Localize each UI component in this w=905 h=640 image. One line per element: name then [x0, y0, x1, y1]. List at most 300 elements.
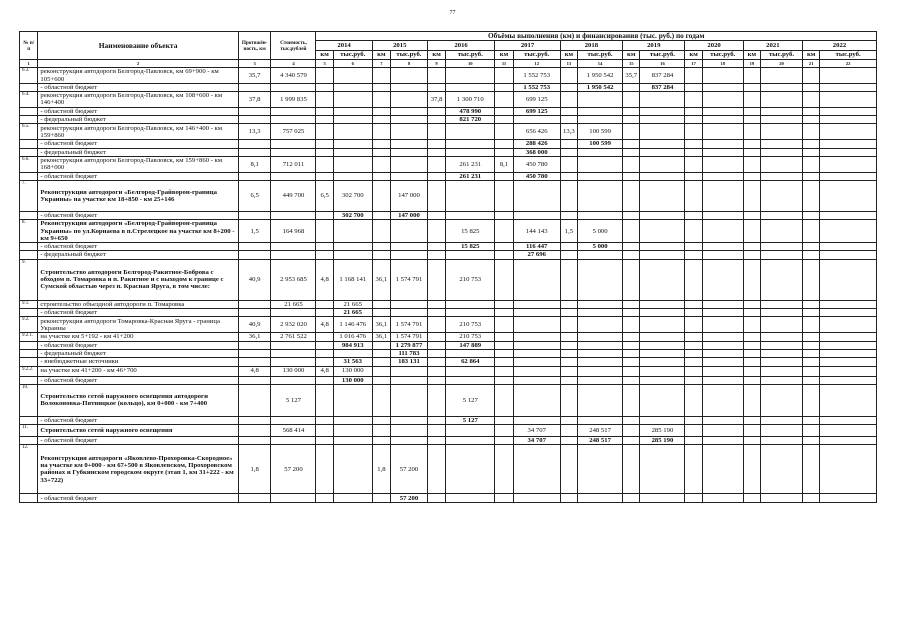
- money-cell: [702, 317, 743, 333]
- km-cell: [495, 172, 513, 180]
- money-cell: [513, 180, 560, 211]
- column-number: 12: [513, 60, 560, 68]
- km-cell: [372, 416, 390, 424]
- money-cell: [578, 259, 623, 300]
- money-cell: [761, 68, 803, 84]
- money-cell: 5 127: [446, 416, 495, 424]
- cost-cell: 57 200: [271, 445, 316, 494]
- km-cell: [427, 172, 445, 180]
- km-cell: [560, 107, 577, 115]
- object-name: - областной бюджет: [38, 140, 238, 148]
- object-name: реконструкция автодороги Белгород-Павловск, км 159+860 - км 168+000: [38, 156, 238, 172]
- column-number: 6: [333, 60, 372, 68]
- km-cell: [802, 376, 819, 384]
- money-cell: [761, 251, 803, 259]
- money-cell: [640, 116, 685, 124]
- money-cell: [333, 251, 372, 259]
- cost-cell: [271, 148, 316, 156]
- km-cell: [802, 309, 819, 317]
- km-cell: [685, 349, 702, 357]
- row-id: [20, 116, 38, 124]
- money-cell: [820, 416, 877, 424]
- km-cell: [495, 494, 513, 503]
- km-cell: [623, 172, 640, 180]
- length-cell: 4,8: [238, 366, 271, 376]
- money-cell: 31 563: [333, 358, 372, 366]
- money-cell: [820, 220, 877, 243]
- money-cell: [761, 220, 803, 243]
- money-cell: [333, 349, 372, 357]
- km-cell: [685, 384, 702, 416]
- table-row: [20, 243, 877, 251]
- header-unit-money: тыс.руб.: [391, 51, 428, 60]
- money-cell: 1 552 753: [513, 83, 560, 91]
- km-cell: [316, 83, 333, 91]
- km-cell: [495, 92, 513, 108]
- money-cell: [702, 180, 743, 211]
- money-cell: [761, 494, 803, 503]
- money-cell: [513, 116, 560, 124]
- km-cell: [316, 437, 333, 445]
- money-cell: [640, 220, 685, 243]
- money-cell: [578, 107, 623, 115]
- km-cell: [372, 300, 390, 308]
- km-cell: [743, 341, 760, 349]
- km-cell: [560, 116, 577, 124]
- money-cell: [640, 384, 685, 416]
- object-name: Строительство сетей наружного освещения автодороги Волоконовка-Пятницкое (кольцо), км 0+000 - км 7+400: [38, 384, 238, 416]
- km-cell: [743, 116, 760, 124]
- money-cell: [820, 425, 877, 437]
- money-cell: [761, 376, 803, 384]
- km-cell: [685, 376, 702, 384]
- money-cell: [333, 148, 372, 156]
- row-id: [20, 349, 38, 357]
- cost-cell: [271, 416, 316, 424]
- money-cell: [820, 243, 877, 251]
- km-cell: [623, 83, 640, 91]
- column-number: 14: [578, 60, 623, 68]
- km-cell: [560, 317, 577, 333]
- length-cell: [238, 83, 271, 91]
- money-cell: [513, 333, 560, 341]
- km-cell: [743, 140, 760, 148]
- km-cell: [802, 333, 819, 341]
- money-cell: [820, 358, 877, 366]
- table-row: [20, 416, 877, 424]
- table-row: [20, 376, 877, 384]
- km-cell: [427, 259, 445, 300]
- cost-cell: 449 700: [271, 180, 316, 211]
- cost-cell: 5 127: [271, 384, 316, 416]
- length-cell: [238, 107, 271, 115]
- header-year: 2014: [316, 41, 372, 51]
- money-cell: 34 707: [513, 437, 560, 445]
- table-row: [20, 425, 877, 437]
- cost-cell: 757 025: [271, 124, 316, 140]
- table-row: [20, 107, 877, 115]
- money-cell: 144 143: [513, 220, 560, 243]
- length-cell: [238, 416, 271, 424]
- money-cell: [702, 425, 743, 437]
- money-cell: [333, 92, 372, 108]
- km-cell: [560, 416, 577, 424]
- money-cell: [702, 341, 743, 349]
- money-cell: [702, 220, 743, 243]
- km-cell: [623, 437, 640, 445]
- money-cell: [640, 107, 685, 115]
- money-cell: [761, 445, 803, 494]
- header-no: № п/п: [20, 32, 38, 60]
- money-cell: [761, 243, 803, 251]
- km-cell: [623, 243, 640, 251]
- km-cell: [743, 317, 760, 333]
- money-cell: [761, 124, 803, 140]
- km-cell: [623, 358, 640, 366]
- money-cell: 837 284: [640, 68, 685, 84]
- money-cell: [761, 148, 803, 156]
- money-cell: [578, 416, 623, 424]
- km-cell: [743, 68, 760, 84]
- header-unit-money: тыс.руб.: [333, 51, 372, 60]
- row-id: 10.: [20, 384, 38, 416]
- column-number: 7: [372, 60, 390, 68]
- money-cell: 248 517: [578, 425, 623, 437]
- km-cell: [495, 251, 513, 259]
- money-cell: [640, 180, 685, 211]
- money-cell: [702, 83, 743, 91]
- km-cell: [802, 140, 819, 148]
- km-cell: [623, 92, 640, 108]
- km-cell: [802, 416, 819, 424]
- money-cell: 21 665: [333, 309, 372, 317]
- km-cell: [427, 358, 445, 366]
- money-cell: [640, 251, 685, 259]
- money-cell: [640, 349, 685, 357]
- object-name: реконструкция автодороги Белгород-Павловск, км 108+600 - км 146+400: [38, 92, 238, 108]
- money-cell: [578, 156, 623, 172]
- km-cell: [427, 220, 445, 243]
- money-cell: [446, 251, 495, 259]
- km-cell: [372, 156, 390, 172]
- row-id: 8.: [20, 220, 38, 243]
- km-cell: [372, 180, 390, 211]
- length-cell: [238, 251, 271, 259]
- cost-cell: 21 665: [271, 300, 316, 308]
- money-cell: [640, 445, 685, 494]
- km-cell: [685, 83, 702, 91]
- page-number: 77: [449, 10, 456, 16]
- money-cell: 656 426: [513, 124, 560, 140]
- cost-cell: [271, 116, 316, 124]
- header-year: 2017: [495, 41, 560, 51]
- money-cell: [513, 416, 560, 424]
- object-name: на участке км 5+192 - км 41+200: [38, 333, 238, 341]
- row-id: [20, 376, 38, 384]
- km-cell: [560, 349, 577, 357]
- km-cell: [495, 300, 513, 308]
- km-cell: [743, 300, 760, 308]
- km-cell: [560, 140, 577, 148]
- km-cell: [802, 425, 819, 437]
- km-cell: [802, 211, 819, 219]
- km-cell: [316, 445, 333, 494]
- km-cell: [685, 425, 702, 437]
- km-cell: [802, 384, 819, 416]
- money-cell: 183 131: [391, 358, 428, 366]
- money-cell: 450 780: [513, 156, 560, 172]
- row-id: 6.5.: [20, 124, 38, 140]
- column-number: 13: [560, 60, 577, 68]
- money-cell: [702, 259, 743, 300]
- money-cell: [640, 259, 685, 300]
- column-number: 3: [238, 60, 271, 68]
- km-cell: [623, 309, 640, 317]
- km-cell: [427, 107, 445, 115]
- km-cell: [802, 180, 819, 211]
- header-unit-km: км: [560, 51, 577, 60]
- km-cell: [495, 358, 513, 366]
- money-cell: [578, 384, 623, 416]
- money-cell: 1 300 710: [446, 92, 495, 108]
- km-cell: [372, 437, 390, 445]
- km-cell: [685, 317, 702, 333]
- length-cell: 35,7: [238, 68, 271, 84]
- table-row: [20, 116, 877, 124]
- money-cell: [578, 180, 623, 211]
- length-cell: [238, 116, 271, 124]
- money-cell: 147 000: [391, 180, 428, 211]
- column-number: 11: [495, 60, 513, 68]
- km-cell: [802, 259, 819, 300]
- money-cell: 100 599: [578, 140, 623, 148]
- money-cell: [820, 366, 877, 376]
- row-id: 6.6.: [20, 156, 38, 172]
- km-cell: [495, 425, 513, 437]
- km-cell: [316, 107, 333, 115]
- row-id: [20, 494, 38, 503]
- header-unit-money: тыс.руб.: [820, 51, 877, 60]
- money-cell: [702, 494, 743, 503]
- money-cell: [761, 180, 803, 211]
- cost-cell: 2 953 685: [271, 259, 316, 300]
- money-cell: [513, 349, 560, 357]
- money-cell: [513, 211, 560, 219]
- length-cell: [238, 425, 271, 437]
- km-cell: [623, 333, 640, 341]
- money-cell: 699 125: [513, 92, 560, 108]
- km-cell: 36,1: [372, 317, 390, 333]
- row-id: 9.: [20, 259, 38, 300]
- money-cell: [640, 494, 685, 503]
- money-cell: 302 700: [333, 211, 372, 219]
- money-cell: [702, 243, 743, 251]
- table-row: [20, 494, 877, 503]
- table-row: [20, 180, 877, 211]
- km-cell: [316, 148, 333, 156]
- km-cell: [623, 156, 640, 172]
- row-id: [20, 437, 38, 445]
- row-id: [20, 107, 38, 115]
- money-cell: 5 127: [446, 384, 495, 416]
- money-cell: [333, 172, 372, 180]
- km-cell: [495, 83, 513, 91]
- cost-cell: [271, 140, 316, 148]
- km-cell: [560, 211, 577, 219]
- km-cell: [560, 243, 577, 251]
- header-year: 2018: [560, 41, 622, 51]
- money-cell: 34 707: [513, 425, 560, 437]
- money-cell: 130 000: [333, 366, 372, 376]
- length-cell: 6,5: [238, 180, 271, 211]
- money-cell: [578, 349, 623, 357]
- header-length: Протяжён-ность, км: [238, 32, 271, 60]
- km-cell: [372, 251, 390, 259]
- km-cell: 4,8: [316, 259, 333, 300]
- km-cell: [427, 317, 445, 333]
- money-cell: [333, 124, 372, 140]
- money-cell: 57 200: [391, 445, 428, 494]
- money-cell: 147 000: [391, 211, 428, 219]
- money-cell: [702, 92, 743, 108]
- table-row: [20, 156, 877, 172]
- km-cell: [316, 333, 333, 341]
- cost-cell: 2 761 522: [271, 333, 316, 341]
- km-cell: [802, 437, 819, 445]
- km-cell: [495, 107, 513, 115]
- km-cell: [802, 366, 819, 376]
- object-name: - областной бюджет: [38, 172, 238, 180]
- money-cell: [640, 172, 685, 180]
- row-id: [20, 358, 38, 366]
- km-cell: [560, 309, 577, 317]
- money-cell: [578, 445, 623, 494]
- money-cell: 147 889: [446, 341, 495, 349]
- km-cell: [495, 148, 513, 156]
- km-cell: [743, 211, 760, 219]
- money-cell: [640, 148, 685, 156]
- money-cell: [391, 83, 428, 91]
- object-name: - федеральный бюджет: [38, 251, 238, 259]
- row-id: [20, 251, 38, 259]
- km-cell: [316, 92, 333, 108]
- km-cell: [743, 425, 760, 437]
- km-cell: [685, 309, 702, 317]
- object-name: - областной бюджет: [38, 211, 238, 219]
- cost-cell: 164 968: [271, 220, 316, 243]
- length-cell: [238, 140, 271, 148]
- km-cell: [802, 107, 819, 115]
- length-cell: [238, 172, 271, 180]
- km-cell: [623, 251, 640, 259]
- money-cell: 111 783: [391, 349, 428, 357]
- km-cell: [427, 300, 445, 308]
- money-cell: [702, 148, 743, 156]
- header-unit-money: тыс.руб.: [578, 51, 623, 60]
- money-cell: [513, 317, 560, 333]
- length-cell: [238, 341, 271, 349]
- km-cell: [743, 494, 760, 503]
- km-cell: [560, 437, 577, 445]
- length-cell: [238, 309, 271, 317]
- header-cost: Стоимость, тыс.рублей: [271, 32, 316, 60]
- km-cell: [372, 309, 390, 317]
- km-cell: [802, 116, 819, 124]
- km-cell: [685, 366, 702, 376]
- header-unit-money: тыс.руб.: [446, 51, 495, 60]
- money-cell: [391, 425, 428, 437]
- row-id: 7.: [20, 180, 38, 211]
- km-cell: [623, 349, 640, 357]
- table-row: [20, 251, 877, 259]
- money-cell: 261 231: [446, 156, 495, 172]
- km-cell: [427, 437, 445, 445]
- money-cell: [820, 259, 877, 300]
- money-cell: [446, 211, 495, 219]
- km-cell: [802, 494, 819, 503]
- money-cell: 100 599: [578, 124, 623, 140]
- km-cell: [743, 243, 760, 251]
- row-id: 6.3.: [20, 68, 38, 84]
- header-unit-km: км: [685, 51, 702, 60]
- money-cell: 5 000: [578, 220, 623, 243]
- km-cell: [427, 384, 445, 416]
- money-cell: [578, 116, 623, 124]
- km-cell: [802, 92, 819, 108]
- money-cell: [640, 124, 685, 140]
- km-cell: [685, 220, 702, 243]
- km-cell: [427, 341, 445, 349]
- km-cell: [372, 124, 390, 140]
- km-cell: [372, 425, 390, 437]
- money-cell: [702, 416, 743, 424]
- km-cell: [560, 341, 577, 349]
- money-cell: [640, 156, 685, 172]
- km-cell: [372, 349, 390, 357]
- money-cell: 5 000: [578, 243, 623, 251]
- object-name: - областной бюджет: [38, 494, 238, 503]
- km-cell: [372, 211, 390, 219]
- length-cell: [238, 376, 271, 384]
- km-cell: [316, 425, 333, 437]
- money-cell: [333, 243, 372, 251]
- km-cell: [495, 68, 513, 84]
- km-cell: [316, 124, 333, 140]
- length-cell: 37,8: [238, 92, 271, 108]
- km-cell: [372, 366, 390, 376]
- money-cell: [578, 317, 623, 333]
- money-cell: [761, 341, 803, 349]
- km-cell: [743, 92, 760, 108]
- length-cell: [238, 243, 271, 251]
- cost-cell: [271, 376, 316, 384]
- money-cell: 21 665: [333, 300, 372, 308]
- money-cell: [333, 437, 372, 445]
- money-cell: 288 426: [513, 140, 560, 148]
- money-cell: [820, 107, 877, 115]
- km-cell: [427, 148, 445, 156]
- row-id: [20, 309, 38, 317]
- money-cell: [391, 140, 428, 148]
- money-cell: [391, 309, 428, 317]
- money-cell: 15 825: [446, 220, 495, 243]
- money-cell: [820, 384, 877, 416]
- km-cell: [623, 341, 640, 349]
- object-name: - областной бюджет: [38, 437, 238, 445]
- km-cell: [802, 243, 819, 251]
- km-cell: [685, 156, 702, 172]
- object-name: - областной бюджет: [38, 243, 238, 251]
